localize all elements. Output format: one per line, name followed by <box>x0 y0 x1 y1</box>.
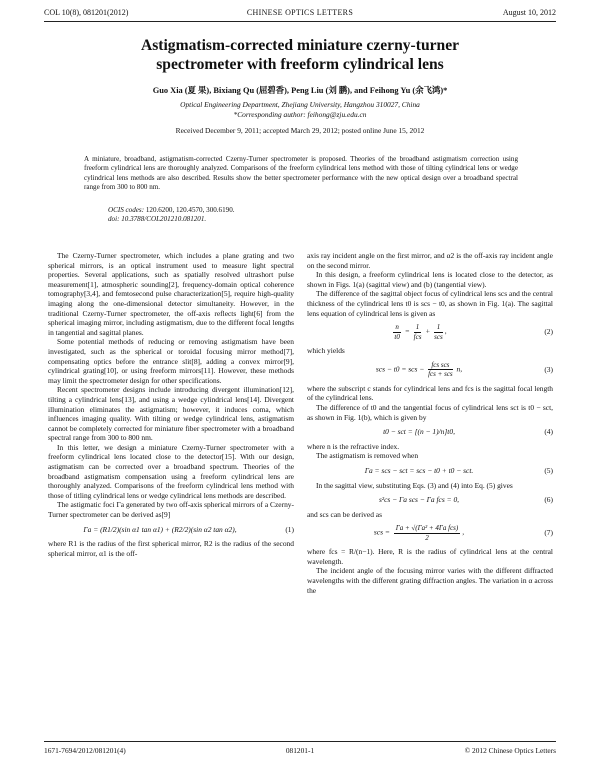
ocis-label: OCIS codes: <box>108 206 145 214</box>
numerator: n <box>395 323 399 332</box>
paragraph: In the sagittal view, substituting Eqs. (3) and (4) into Eq. (5) gives <box>316 480 513 490</box>
paragraph: The difference of the sagittal object focus of cylindrical lens scs and the central thickness of the cylindrical lens t0 is scs − t0, as shown in Fig. 1(a). The sagittal lens equation of cylindrical lens is given as <box>307 289 553 318</box>
paragraph: In this letter, we design a miniature Czerny-Turner spectrometer with a freeform cylindrical lens located close to the detector[15]. With our design, astigmatism can be corrected over a broadband spectrum. Theories of the broadband astigmatism compensation using a freeform cylindrical lens are thoroughly analyzed. Comparisons of the freeform cylindrical lens method with those of titling cylindrical lens or wedge cylindrical lens methods are described. <box>48 442 294 500</box>
body-column-left <box>48 251 294 558</box>
numerator: 1 <box>414 323 422 333</box>
equation-7-body <box>307 524 531 542</box>
journal-name: CHINESE OPTICS LETTERS <box>246 8 354 17</box>
abstract: A miniature, broadband, astigmatism-corrected Czerny-Turner spectrometer is proposed. Theories of the broadband astigmatism correction using freeform cylindrical lens are thoroughly analyzed. Comparisons of the freeform cylindrical lens method with those of tilting cylindrical lens or wedge cylindrical lens methods are also described. Results show the better spectrometer performance with the new optical design over a broadband spectral range from 300 to 800 nm. <box>84 155 518 192</box>
paragraph: The incident angle of the focusing mirror varies with the different diffracted wavelengths with the different grating diffraction angles. The variation in α across the <box>307 566 553 595</box>
equation-3-lhs: scs − t0 = scs − <box>375 364 425 374</box>
paragraph: axis ray incident angle on the first mirror, and α2 is the off-axis ray incident angle on the second mirror. <box>307 251 553 270</box>
equation-4-number: (4) <box>544 427 553 437</box>
equation-7-end: , <box>462 527 465 537</box>
journal-citation: COL 10(8), 081201(2012) <box>44 8 129 17</box>
paragraph: where fcs = R/(n−1). Here, R is the radius of cylindrical lens at the central wavelength. <box>307 547 553 566</box>
running-head <box>44 7 556 22</box>
fraction <box>414 323 422 341</box>
affiliation <box>40 100 560 120</box>
paragraph: In this design, a freeform cylindrical lens is located close to the detector, as shown in Figs. 1(a) (sagittal view) and (b) (tangential view). <box>307 270 553 289</box>
fraction <box>434 323 443 341</box>
issn: 1671-7694/2012/081201(4) <box>44 746 126 755</box>
article-codes <box>108 206 235 224</box>
doi <box>108 215 235 224</box>
doi-label: doi: <box>108 215 120 224</box>
equation-2-end: , <box>444 326 447 336</box>
paragraph: where n is the refractive index. <box>307 441 400 451</box>
equation-2 <box>307 323 553 341</box>
equation-3-number: (3) <box>544 364 553 374</box>
publication-date: August 10, 2012 <box>502 8 556 17</box>
author-list: Guo Xia (夏 果), Bixiang Qu (屈碧香), Peng Liu (刘 鹏), and Feihong Yu (余飞鸿)* <box>152 86 448 95</box>
equation-3-tail: n, <box>456 364 463 374</box>
title-line-1: Astigmatism-corrected miniature czerny-turner <box>140 37 460 54</box>
paragraph: where R1 is the radius of the first spherical mirror, R2 is the radius of the second spherical mirror, α1 is the off- <box>48 539 294 558</box>
numerator: 1 <box>434 323 443 333</box>
equation-4-body: t0 − sct = [(n − 1)/n]t0, <box>383 427 455 437</box>
ocis-codes <box>108 206 235 215</box>
equation-5 <box>307 466 553 476</box>
equation-7-number: (7) <box>544 528 553 538</box>
paragraph: where the subscript c stands for cylindrical lens and fcs is the sagittal focal length of the cylindrical lens. <box>307 383 553 403</box>
equation-1-number: (1) <box>285 524 294 534</box>
fraction <box>393 323 401 341</box>
affiliation-dept: Optical Engineering Department, Zhejiang University, Hangzhou 310027, China <box>180 100 420 109</box>
paragraph: Recent spectrometer designs include introducing divergent illumination[12], tilting a cylindrical lens[13], and using a wedge cylindrical lens[14]. Divergent illumination eliminates the astigmatism; however, it induces coma, which influences imaging quality. With tilting or wedge cylindrical lens, astigmatism cannot be completely corrected for miniature fiber spectrometer with a broadband spectral range from 300 to 800 nm. <box>48 385 294 443</box>
ocis-values: 120.6200, 120.4570, 300.6190. <box>145 206 235 214</box>
equation-7 <box>307 524 553 542</box>
plus-sign: + <box>425 326 431 336</box>
paragraph: The Czerny-Turner spectrometer, which includes a plane grating and two spherical mirrors, is an optical instrument used to measure light spectral properties. Several applications, such as spatially resolved ultrashort pulse measurement[1], atmospheric sounding[2], frequency-domain optical coherence tomography[3,4], and femtosecond pulse characterization[5], require high-quality imaging along the one-dimensional detector simultaneity. However, in the traditional Czerny-Turner spectrometer, the off-axis reflects light[6] from the spherical imaging mirror, including astigmatism, due to the different focal lengths in tangential and sagittal planes. <box>48 251 294 337</box>
title-line-2: spectrometer with freeform cylindrical lens <box>156 56 444 73</box>
equation-7-lhs: scs = <box>373 527 390 537</box>
equation-2-body <box>307 323 531 341</box>
body-column-right <box>307 251 553 595</box>
equals-sign: = <box>404 326 410 336</box>
copyright: © 2012 Chinese Optics Letters <box>464 746 556 755</box>
equation-1-body: Γa = (R1/2)(sin α1 tan α1) + (R2/2)(sin α2 tan α2), <box>83 524 237 534</box>
denominator: 2 <box>425 533 429 542</box>
corresponding-author: *Corresponding author: feihong@zju.edu.cn <box>233 110 367 119</box>
equation-5-number: (5) <box>544 465 553 475</box>
equation-2-number: (2) <box>544 327 553 337</box>
equation-1 <box>48 525 294 535</box>
equation-6 <box>307 495 553 505</box>
paragraph: and scs can be derived as <box>307 509 382 519</box>
numerator: fcs scs <box>428 361 453 371</box>
fraction <box>394 524 461 542</box>
paragraph: The difference of t0 and the tangential focus of cylindrical lens sct is t0 − sct, as shown in Fig. 1(b), which is given by <box>307 402 553 422</box>
doi-value: 10.3788/COL201210.081201. <box>121 215 207 224</box>
fraction <box>428 361 453 379</box>
denominator: fcs <box>413 332 422 341</box>
denominator: fcs + scs <box>428 370 453 379</box>
equation-4 <box>307 427 553 437</box>
equation-6-body: s²cs − Γa scs − Γa fcs = 0, <box>378 495 460 505</box>
numerator: Γa + √(Γa² + 4Γa fcs) <box>395 524 459 533</box>
received-dates: Received December 9, 2011; accepted March 29, 2012; posted online June 15, 2012 <box>175 126 425 135</box>
denominator: scs <box>434 332 443 341</box>
page-number: 081201-1 <box>285 746 315 755</box>
page-footer <box>44 741 556 756</box>
denominator: t0 <box>394 332 400 341</box>
equation-6-number: (6) <box>544 495 553 505</box>
equation-3-body <box>307 361 531 379</box>
paper-title <box>40 36 560 74</box>
paragraph: The astigmatism is removed when <box>316 451 419 461</box>
equation-3 <box>307 361 553 379</box>
paragraph: which yields <box>307 346 345 356</box>
paragraph: Some potential methods of reducing or removing astigmatism have been investigated, such as the spherical or toroidal focusing mirror method[7], compensating optics before the entrance slit[8], adding a convex mirror[9], cylindrical grating[10], or using freeform mirrors[11]. However, these methods may limit the spectrometer design for other specifications. <box>48 337 294 385</box>
paragraph: The astigmatic foci Γa generated by two off-axis spherical mirrors of a Czerny-Turner spectrometer can be derived as[9] <box>48 500 294 520</box>
equation-5-body: Γa = scs − sct = scs − t0 + t0 − sct. <box>364 465 474 475</box>
